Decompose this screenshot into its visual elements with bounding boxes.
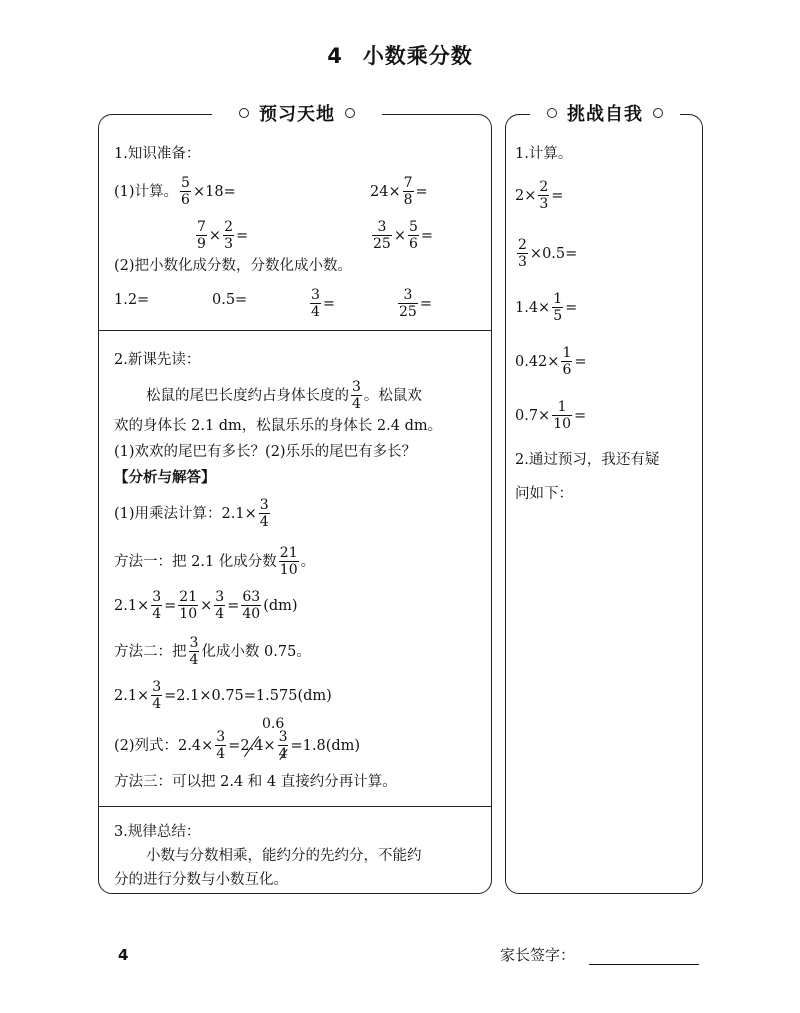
expr-tail: = bbox=[236, 227, 249, 244]
rule-line: 小数与分数相乘，能约分的先约分，不能约 bbox=[146, 848, 422, 864]
expr-prefix: (2)列式：2.4× bbox=[114, 737, 214, 754]
solution-text: 方法二：把 bbox=[114, 643, 187, 660]
solution-text: 。 bbox=[300, 553, 316, 570]
ring-ornament-icon bbox=[653, 108, 663, 118]
fraction: $\frac{2}{3}$ bbox=[518, 237, 527, 270]
cancel-note: 0.6 bbox=[262, 716, 285, 732]
conv-item: 0.5= bbox=[212, 292, 248, 308]
expr-tail: = bbox=[419, 295, 432, 312]
expr-tail: = bbox=[565, 299, 578, 316]
expr-tail: = bbox=[322, 295, 336, 312]
ring-ornament-icon bbox=[345, 108, 355, 118]
conv-item bbox=[396, 288, 432, 319]
calc-row-1a bbox=[114, 176, 236, 207]
method-one bbox=[114, 546, 315, 577]
section1-heading: 1.知识准备： bbox=[114, 146, 201, 162]
fraction: $\frac{5}{6}$ bbox=[181, 175, 190, 208]
expr-prefix: 0.7× bbox=[515, 407, 551, 424]
page-number: 4 bbox=[118, 946, 129, 964]
page-title bbox=[0, 40, 800, 70]
calc-row-2b bbox=[370, 220, 433, 251]
fraction: 21 10 bbox=[279, 545, 298, 578]
problem-line: 欢的身体长 2.1 dm，松鼠乐乐的身体长 2.4 dm。 bbox=[114, 418, 443, 434]
fraction: $\frac{2}{3}$ bbox=[224, 219, 233, 252]
fraction: $\frac{21}{10}$ bbox=[179, 589, 198, 622]
right-calc-item bbox=[515, 238, 577, 269]
right-question-2: 2.通过预习，我还有疑 bbox=[515, 452, 660, 468]
analysis-heading: 【分析与解答】 bbox=[114, 469, 216, 486]
expr-tail: = bbox=[574, 353, 587, 370]
fraction: $\frac{3}{4}$ bbox=[215, 589, 225, 622]
expr-tail: = bbox=[574, 407, 587, 424]
right-calc-item bbox=[515, 180, 563, 211]
problem-text: 。松鼠欢 bbox=[363, 387, 422, 404]
fraction: $\frac{7}{9}$ bbox=[197, 219, 206, 252]
preview-banner-label: 预习天地 bbox=[259, 104, 335, 125]
fraction: $\frac{1}{6}$ bbox=[562, 345, 572, 378]
solution-line bbox=[114, 498, 272, 529]
method-two bbox=[114, 636, 311, 667]
solution-text: 方法一：把 2.1 化成分数 bbox=[114, 553, 277, 570]
fraction: $\frac{1}{10}$ bbox=[553, 399, 572, 432]
challenge-banner bbox=[530, 98, 680, 128]
signature-line[interactable] bbox=[589, 948, 699, 965]
fraction: $\frac{3}{4}$ bbox=[152, 679, 162, 712]
fraction: $\frac{3}{4}$ bbox=[216, 729, 226, 762]
fraction: $\frac{3}{4}$ bbox=[152, 589, 162, 622]
section2-heading: 2.新课先读： bbox=[114, 352, 201, 368]
unit: (dm) bbox=[263, 597, 298, 614]
solution-text: (1)用乘法计算：2.1× bbox=[114, 505, 257, 522]
fraction: $\frac{1}{5}$ bbox=[553, 291, 563, 324]
conv-item: 1.2= bbox=[114, 292, 150, 308]
right-calc-item bbox=[515, 292, 577, 323]
calc-row-1b bbox=[370, 176, 428, 207]
method-three: 方法三：可以把 2.4 和 4 直接约分再计算。 bbox=[114, 774, 397, 790]
expr-prefix: 1.4× bbox=[515, 299, 551, 316]
q2-label: (2)把小数化成分数，分数化成小数。 bbox=[114, 258, 353, 274]
ring-ornament-icon bbox=[547, 108, 557, 118]
expr-prefix: 2.1× bbox=[114, 597, 150, 614]
equals-sign: = bbox=[164, 597, 177, 614]
right-calc-item bbox=[515, 346, 587, 377]
fraction: $\frac{3}{4}$ bbox=[259, 497, 269, 530]
fraction: $\frac{5}{6}$ bbox=[408, 219, 418, 252]
equals-sign: = bbox=[228, 737, 241, 754]
right-calc-item bbox=[515, 400, 586, 431]
conv-item bbox=[308, 288, 335, 319]
cancelled-number: 2.4 bbox=[240, 737, 264, 754]
equation-1 bbox=[114, 590, 298, 621]
equals-sign: = bbox=[227, 597, 240, 614]
section-divider bbox=[98, 806, 492, 807]
fraction: 3 4 bbox=[352, 379, 361, 412]
ring-ornament-icon bbox=[239, 108, 249, 118]
fraction: $\frac{2}{3}$ bbox=[539, 179, 549, 212]
expr-tail: = bbox=[551, 187, 564, 204]
fraction: $\frac{3}{4}$ bbox=[311, 287, 320, 320]
fraction: $\frac{63}{40}$ bbox=[242, 589, 261, 622]
expr-prefix: 24× bbox=[370, 183, 401, 200]
expr-tail: = bbox=[420, 227, 434, 244]
signature-label: 家长签字： bbox=[500, 946, 576, 964]
fraction: $\frac{3}{25}$ bbox=[399, 287, 417, 320]
fraction: 3 4 bbox=[189, 635, 199, 668]
fraction: $\frac{7}{8}$ bbox=[403, 175, 413, 208]
preview-banner bbox=[212, 98, 382, 128]
equation-3 bbox=[114, 730, 360, 761]
expr-tail: ×18= bbox=[192, 183, 236, 200]
parent-signature bbox=[500, 944, 699, 965]
solution-text: =1.8(dm) bbox=[290, 737, 361, 754]
times-sign: × bbox=[393, 227, 406, 244]
expr-tail: ×0.5= bbox=[529, 245, 578, 262]
lesson-title: 小数乘分数 bbox=[362, 44, 473, 68]
right-question-2-cont: 问如下： bbox=[515, 486, 573, 502]
challenge-panel bbox=[505, 114, 703, 894]
section3-heading: 3.规律总结： bbox=[114, 824, 201, 840]
fraction: $\frac{3}{4}$ bbox=[278, 729, 288, 762]
solution-text: 化成小数 0.75。 bbox=[201, 643, 311, 660]
expr-prefix: 2.1× bbox=[114, 687, 150, 704]
rule-line: 分的进行分数与小数互化。 bbox=[114, 872, 288, 888]
challenge-banner-label: 挑战自我 bbox=[567, 104, 643, 125]
right-heading: 1.计算。 bbox=[515, 146, 573, 162]
expr-prefix: 2× bbox=[515, 187, 537, 204]
problem-line: (1)欢欢的尾巴有多长？(2)乐乐的尾巴有多长？ bbox=[114, 444, 417, 460]
section-divider bbox=[98, 330, 492, 331]
times-sign: × bbox=[200, 597, 213, 614]
lesson-number: 4 bbox=[327, 44, 343, 68]
problem-line bbox=[146, 380, 422, 411]
times-sign: × bbox=[263, 737, 276, 754]
equation-2 bbox=[114, 680, 332, 711]
problem-text: 松鼠的尾巴长度约占身体长度的 bbox=[146, 387, 349, 404]
expr-prefix: 0.42× bbox=[515, 353, 560, 370]
solution-text: =2.1×0.75=1.575(dm) bbox=[164, 687, 332, 704]
times-sign: × bbox=[208, 227, 222, 244]
fraction: $\frac{3}{25}$ bbox=[373, 219, 391, 252]
calc-row-2a bbox=[194, 220, 248, 251]
expr-tail: = bbox=[415, 183, 428, 200]
q1-label: (1)计算。 bbox=[114, 183, 179, 200]
